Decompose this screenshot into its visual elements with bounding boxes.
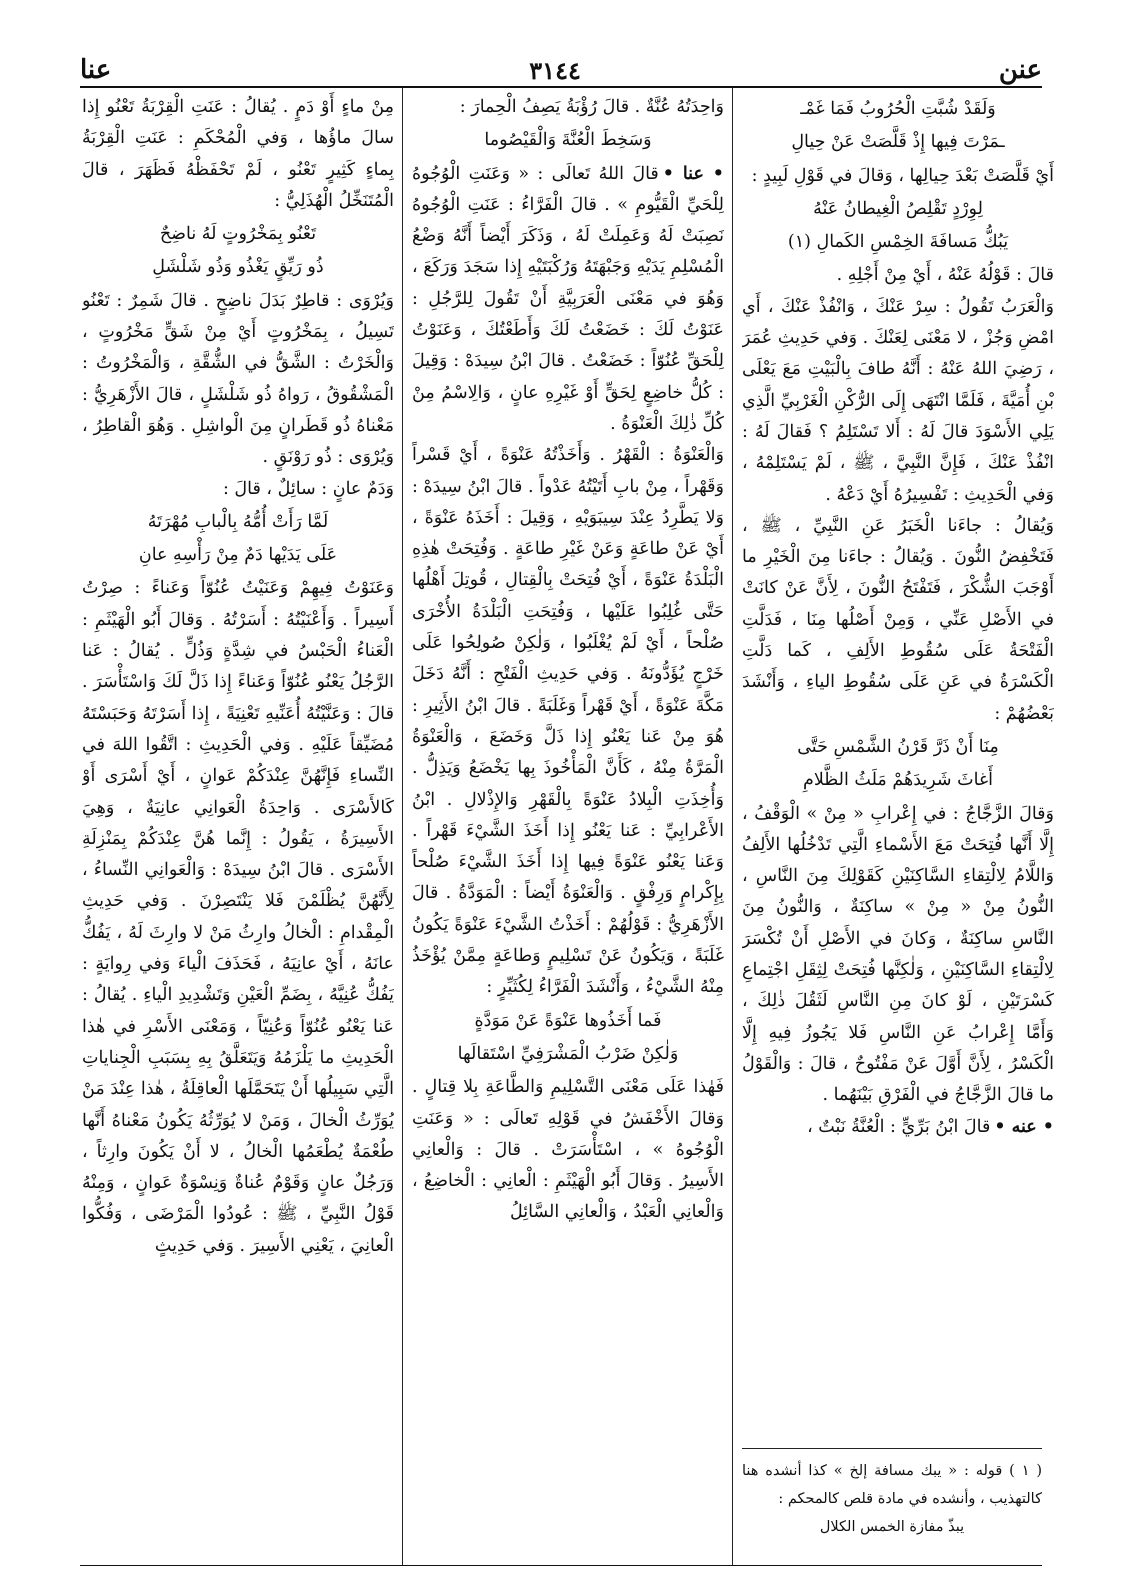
verse-line: وَلَقَدْ شُبَّتِ الْحُرُوبُ فَمَا غَمْـ <box>800 99 996 119</box>
right-column <box>742 92 1054 1442</box>
verse-line: لَمَّا رَأَتْ أُمُّهُ بِالْبابِ مُهْرَتَهُ <box>147 511 329 532</box>
body-paragraph: وَالْعَرَبُ تَقُولُ : سِرْ عَنْكَ ، وَانْفُذْ عَنْكَ ، أَي امْضِ وَجُزْ ، لا مَعْنَى لِعَنْكَ . وَفي حَدِيثِ عُمَرَ ، رَضِيَ اللهُ عَنْهُ : أَنَّهُ طافَ بِالْبَيْتِ مَعَ يَعْلَى بْنِ أُمَيَّةَ ، فَلَمَّا انْتَهَى إِلَى الرُّكْنِ الْغَرْبِيِّ الَّذِي يَلِي الأَسْوَدَ قالَ لَهُ : أَلا تَسْتَلِمُ ؟ فَقالَ لَهُ : انْفُذْ عَنْكَ ، فَإِنَّ النَّبِيَّ ، ﷺ ، لَمْ يَسْتَلِمْهُ ، وَفي الْحَدِيثِ : تَفْسِيرُهُ أَيْ دَعْهُ . <box>742 296 1054 505</box>
body-paragraph: وَعَنَوْتُ فِيهِمْ وَعَنَيْتُ عُنُوّاً وَعَناءً : صِرْتُ أَسِيراً . وَأَعْنَيْتُهُ : أَسَرْتُهُ . وَقالَ أَبُو الْهَيْثَمِ : الْعَناءُ الْحَبْسُ في شِدَّةٍ وَذُلٍّ . يُقالُ : عَنا الرَّجُلُ يَعْنُو عُنُوّاً وَعَناءً إِذا ذَلَّ لَكَ وَاسْتَأْسَرَ . قالَ : وَعَنَّيْتُهُ أُعَنِّيهِ تَعْنِيَةً ، إِذا أَسَرْتَهُ وَحَبَسْتَهُ مُضَيِّقاً عَلَيْهِ . وَفي الْحَدِيثِ : اتَّقُوا اللهَ في النِّساءِ فَإِنَّهُنَّ عِنْدَكُمْ عَوانٍ ، أَيْ أَسْرَى أَوْ كَالأَسْرَى . وَاحِدَةُ الْعَوانِي عانِيَةٌ ، وَهِيَ الأَسِيرَةُ ، يَقُولُ : إِنَّما هُنَّ عِنْدَكُمْ بِمَنْزِلَةِ الأَسْرَى . قالَ ابْنُ سِيدَهْ : وَالْعَوانِي النِّساءُ ، لِأَنَّهُنَّ يُظْلَمْنَ فَلا يَنْتَصِرْنَ . وَفي حَدِيثِ الْمِقْدامِ : الْخالُ وارِثُ مَنْ لا وارِثَ لَهُ ، يَفُكُّ عانَهُ ، أَيْ عانِيَهُ ، فَحَذَفَ الْياءَ وَفي رِوايَةٍ : يَفُكُّ عُنِيَّهُ ، بِضَمِّ الْعَيْنِ وَتَشْدِيدِ الْياءِ . يُقالُ : عَنا يَعْنُو عُنُوّاً وَعُنِيّاً ، وَمَعْنَى الأَسْرِ في هٰذا الْحَدِيثِ ما يَلْزَمُهُ وَيَتَعَلَّقُ بِهِ بِسَبَبِ الْجِناياتِ الَّتِي سَبِيلُها أَنْ يَتَحَمَّلَها الْعاقِلَةُ ، هٰذا عِنْدَ مَنْ يُوَرِّثُ الْخالَ ، وَمَنْ لا يُوَرِّثُهُ يَكُونُ مَعْناهُ أَنَّها طُعْمَةٌ يُطْعَمُها الْخالُ ، لا أَنْ يَكُونَ وارِثاً ، وَرَجُلٌ عانٍ وَقَوْمٌ عُناةٌ وَنِسْوَةٌ عَوانٍ ، وَمِنْهُ قَوْلُ النَّبِيِّ ، ﷺ : عُودُوا الْمَرْضَى ، وَفُكُّوا الْعانِيَ ، يَعْنِي الأَسِيرَ . وَفي حَدِيثٍ <box>82 578 394 1256</box>
verse-line: ـمَرْتَ فِيها إِذْ قَلَّصَتْ عَنْ حِيالِ <box>791 132 1005 153</box>
verse-line: ذُو رَيِّقٍ يَغْذُو وَذُو شَلْشَلِ <box>152 257 324 278</box>
verse-line: مِنَا أَنْ ذَرَّ قَرْنُ الشَّمْسِ حَتَّى <box>797 736 999 757</box>
body-paragraph: فَهٰذا عَلَى مَعْنَى التَّسْلِيمِ وَالطَّاعَةِ بِلا قِتالٍ . وَقالَ الأَخْفَشُ في قَوْلِهِ تَعالَى : « وَعَنَتِ الْوُجُوهُ » ، اسْتَأْسَرَتْ . قالَ : وَالْعانِي الأَسِيرُ . وَقالَ أَبُو الْهَيْثَمِ : الْعانِي : الْخاضِعُ ، وَالْعانِي الْعَبْدُ ، وَالْعانِي السَّائِلُ <box>412 1077 724 1223</box>
body-paragraph: وَيُقالُ : جاءَنا الْخَبَرُ عَنِ النَّبِيِّ ، ﷺ ، فَتَخْفِضُ النُّونَ . وَيُقالُ : جاءَنا مِنَ الْخَيْرِ ما أَوْجَبَ الشُّكْرَ ، فَتَفْتَحُ النُّونَ ، لِأَنَّ عَنْ كانَتْ في الأَصْلِ عَنِّي ، وَمِنْ أَصْلُها مِنَا ، فَدَلَّتِ الْفَتْحَةُ عَلَى سُقُوطِ الأَلِفِ ، كَما دَلَّتِ الْكَسْرَةُ في عَنِ عَلَى سُقُوطِ الياءِ ، وَأَنْشَدَ بَعْضُهُمْ : <box>742 515 1054 724</box>
body-paragraph: أَيْ قَلَّصَتْ بَعْدَ حِيالِها ، وَقالَ في قَوْلِ لَبِيدٍ : <box>751 165 1054 186</box>
verse-line: وَلٰكِنْ ضَرْبُ الْمَشْرَفِيِّ اسْتَقالَها <box>457 1043 679 1064</box>
column-divider <box>402 88 403 1565</box>
left-column <box>82 92 394 1557</box>
headword: • عنه • <box>994 1116 1054 1137</box>
header-rule <box>80 86 1042 88</box>
page-header <box>80 50 1042 90</box>
entry-text: قالَ ابْنُ بَرِّيٍّ : الْعُنَّةُ نَبْتٌ ، <box>807 1116 991 1137</box>
column-divider <box>732 88 733 1565</box>
verse-line: أَغاثَ شَرِيدَهُمْ مَلَثُ الظَّلامِ <box>803 770 993 791</box>
footnote-verse: يبذّ مفازة الخمس الكلال <box>819 1519 965 1535</box>
body-paragraph: وَقالَ الزَّجَّاجُ : في إِعْرابِ « مِنْ » الْوَقْفُ ، إِلَّا أَنَّها فُتِحَتْ مَعَ الأَسْماءِ الَّتِي تَدْخُلُها الأَلِفُ وَاللَّامُ لِالْتِقاءِ السَّاكِنَيْنِ كَقَوْلِكَ مِنَ النَّاسِ ، النُّونُ مِنْ « مِنْ » ساكِنَةٌ ، وَالنُّونُ مِنَ النَّاسِ ساكِنَةٌ ، وَكانَ في الأَصْلِ أَنْ تُكْسَرَ لِالْتِقاءِ السَّاكِنَيْنِ ، وَلٰكِنَّها فُتِحَتْ لِثِقَلِ اجْتِماعِ كَسْرَتَيْنِ ، لَوْ كانَ مِنِ النَّاسِ لَثَقُلَ ذٰلِكَ ، وَأَمَّا إِعْرابُ عَنِ النَّاسِ فَلا يَجُوزُ فِيهِ إِلَّا الْكَسْرُ ، لِأَنَّ أَوَّلَ عَنْ مَفْتُوحٌ ، قالَ : وَالْقَوْلُ ما قالَ الزَّجَّاجُ في الْفَرْقِ بَيْنَهُما . <box>742 803 1054 1106</box>
header-right-root: عنن <box>998 55 1042 85</box>
verse-line: لِوِرْدٍ تَقْلِصُ الْغِيطانُ عَنْهُ <box>813 198 983 219</box>
body-paragraph: مِنْ ماءٍ أَوْ دَمٍ . يُقالُ : عَنَتِ الْقِرْبَةُ تَعْنُو إِذا سالَ ماؤُها ، وَفي الْمُحْكَمِ : عَنَتِ الْقِرْبَةُ بِماءٍ كَثِيرٍ تَعْنُو ، لَمْ تَحْفَظْهُ فَظَهَرَ ، قالَ الْمُتَنَخِّلُ الْهُذَلِيُّ : <box>82 97 394 211</box>
body-paragraph: وَالْعَنْوَةُ : الْقَهْرُ . وَأَخَذْتُهُ عَنْوَةً ، أَيْ قَسْراً وَقَهْراً ، مِنْ بابِ أَتَيْتُهُ عَدْواً . قالَ ابْنُ سِيدَهْ : وَلا يَطَّرِدُ عِنْدَ سِيبَوَيْهِ ، وَقِيلَ : أَخَذَهُ عَنْوَةً ، أَيْ عَنْ طاعَةٍ وَعَنْ غَيْرِ طاعَةٍ . وَفُتِحَتْ هٰذِهِ الْبَلْدَةُ عَنْوَةً ، أَيْ فُتِحَتْ بِالْقِتالِ ، قُوتِلَ أَهْلُها حَتَّى غُلِبُوا عَلَيْها ، وَفُتِحَتِ الْبَلْدَةُ الأُخْرَى صُلْحاً ، أَيْ لَمْ يُغْلَبُوا ، وَلٰكِنْ صُولِحُوا عَلَى خَرْجٍ يُؤَدُّونَهُ . وَفي حَدِيثِ الْفَتْحِ : أَنَّهُ دَخَلَ مَكَّةَ عَنْوَةً ، أَيْ قَهْراً وَغَلَبَةً . قالَ ابْنُ الأَثِيرِ : هُوَ مِنْ عَنا يَعْنُو إِذا ذَلَّ وَخَضَعَ ، وَالْعَنْوَةُ الْمَرَّةُ مِنْهُ ، كَأَنَّ الْمَأْخُوذَ بِها يَخْضَعُ وَيَذِلُّ . وَأُخِذَتِ الْبِلادُ عَنْوَةً بِالْقَهْرِ وَالإِذْلالِ . ابْنُ الأَعْرابِيِّ : عَنا يَعْنُو إِذا أَخَذَ الشَّيْءَ قَهْراً . وَعَنا يَعْنُو عَنْوَةً فِيها إِذا أَخَذَ الشَّيْءَ صُلْحاً بِإِكْرامٍ وَرِفْقٍ . وَالْعَنْوَةُ أَيْضاً : الْمَوَدَّةُ . قالَ الأَزْهَرِيُّ : قَوْلُهُمْ : أَخَذْتُ الشَّيْءَ عَنْوَةً يَكُونُ غَلَبَةً ، وَيَكُونُ عَنْ تَسْلِيمٍ وَطاعَةٍ مِمَّنْ يُؤْخَذُ مِنْهُ الشَّيْءُ ، وَأَنْشَدَ الْفَرَّاءُ لِكُثَيِّرٍ : <box>412 445 724 998</box>
verse-line: يَبُكُّ مَسافَةَ الخِمْسِ الكَمالِ (١) <box>787 232 1009 253</box>
body-paragraph: قالَ : قَوْلُهُ عَنْهُ ، أَيْ مِنْ أَجْلِهِ . <box>836 265 1054 286</box>
body-paragraph: وَدَمٌ عانٍ : سائِلٌ ، قالَ : <box>222 478 394 499</box>
body-paragraph: وَاحِدَتُهُ عُنَّةٌ . قالَ رُؤْبَةُ يَصِفُ الْحِمارَ : <box>459 97 724 117</box>
bottom-rule <box>80 1565 1042 1566</box>
entry-paragraph <box>412 159 724 441</box>
entry-paragraph <box>742 1112 1054 1143</box>
headword: • عنا • <box>662 163 724 184</box>
header-left-root: عنا <box>80 55 112 85</box>
verse-line: عَلَى يَدَيْها دَمٌ مِنْ رَأْسِهِ عانِ <box>138 545 338 566</box>
middle-column <box>412 92 724 1557</box>
footnote <box>742 1448 1042 1541</box>
footnote-text: ( ١ ) قوله : « يبك مسافة إلخ » كذا أنشده هنا كالتهذيب ، وأنشده في مادة قلص كالمحكم : <box>742 1463 1042 1507</box>
body-paragraph: وَيُرْوَى : قاطِرٌ بَدَلَ ناضِحٍ . قالَ شَمِرٌ : تَعْنُو تَسِيلُ ، بِمَخْرُوتٍ أَيْ مِنْ شَقٍّ مَخْرُوتٍ ، وَالْخَرْتُ : الشَّقُّ في الشُّقَّةِ ، وَالْمَخْرُوتُ : الْمَشْقُوقُ ، رَواهُ ذُو شَلْشَلٍ ، قالَ الأَزْهَرِيُّ : مَعْناهُ ذُو قَطَرانٍ مِنَ الْواشِلِ . وَهُوَ الْقاطِرُ ، وَيُرْوَى : ذُو رَوْنَقٍ . <box>82 290 394 468</box>
verse-line: تَعْنُو بِمَخْرُوتٍ لَهُ ناضِحٌ <box>159 224 317 245</box>
verse-line: وَسَخِطَ الْعُنَّةَ وَالْقَيْصُوما <box>484 130 652 151</box>
entry-text: قالَ اللهُ تَعالَى : « وَعَنَتِ الْوُجُوهُ لِلْحَيِّ الْقَيُّومِ » . قالَ الْفَرَّاءُ : عَنَتِ الْوُجُوهُ نَصِبَتْ لَهُ وَعَمِلَتْ لَهُ ، وَذَكَرَ أَيْضاً أَنَّهُ وَضْعُ الْمُسْلِمِ يَدَيْهِ وَجَبْهَتَهُ وَرُكْبَتَيْهِ إِذا سَجَدَ وَرَكَعَ ، وَهُوَ في مَعْنَى الْعَرَبِيَّةِ أَنْ تَقُولَ لِلرَّجُلِ : عَنَوْتُ لَكَ : خَضَعْتُ لَكَ وَأَطَعْتُكَ ، وَعَنَوْتُ لِلْحَقِّ عُنُوّاً : خَضَعْتُ . قالَ ابْنُ سِيدَهْ : وَقِيلَ : كُلُّ خاضِعٍ لِحَقٍّ أَوْ غَيْرِهِ عانٍ ، وَالِاسْمُ مِنْ كُلِّ ذٰلِكَ الْعَنْوَةُ . <box>412 163 724 434</box>
verse-line: فَما أَخَذُوها عَنْوَةً عَنْ مَوَدَّةٍ <box>474 1010 662 1031</box>
page-number: ٣١٤٤ <box>529 55 581 85</box>
